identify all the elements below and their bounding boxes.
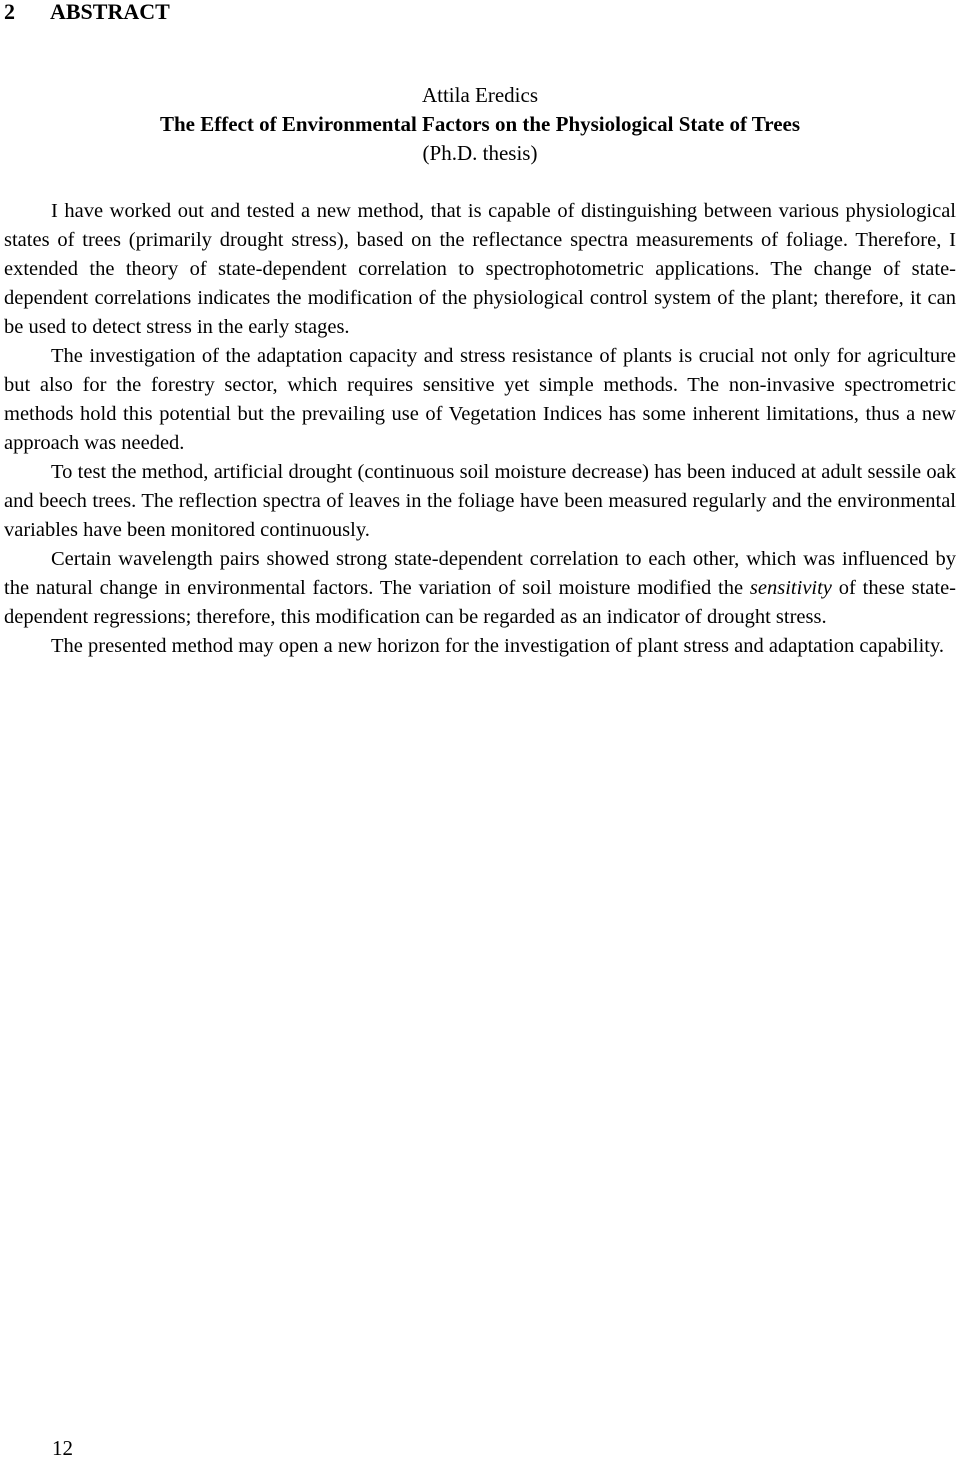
abstract-paragraph-2: The investigation of the adaptation capacity and stress resistance of plants is crucial not only for agriculture but also for the forestry sector, which requires sensitive yet simple methods. The non-invasive spectrometric methods hold this potential but the prevailing use of Vegetation Indices has some inherent limitations, thus a new approach was needed. — [4, 345, 956, 454]
degree-label: (Ph.D. thesis) — [422, 141, 538, 165]
abstract-body — [4, 197, 956, 661]
abstract-paragraph-5: The presented method may open a new horizon for the investigation of plant stress and adaptation capability. — [51, 635, 945, 657]
section-number: 2 — [4, 0, 15, 24]
author-name: Attila Eredics — [421, 83, 539, 107]
section-title: ABSTRACT — [50, 0, 170, 24]
abstract-paragraph-4 — [4, 545, 956, 632]
sensitivity-emphasis: sensitivity — [749, 577, 832, 599]
thesis-header — [0, 81, 960, 168]
page-number: 12 — [52, 1436, 73, 1460]
abstract-paragraph-1: I have worked out and tested a new method, that is capable of distinguishing between various physiological states of trees (primarily drought stress), based on the reflectance spectra measurements of foliage. Therefore, I extended the theory of state-dependent correlation to spectrophotometric applications. The change of state-dependent correlations indicates the modification of the physiological control system of the plant; therefore, it can be used to detect stress in the early stages. — [4, 200, 956, 338]
paragraph-4-text-before: Certain wavelength pairs showed strong state-dependent correlation to each other, which was influenced by the natural change in environmental factors. The variation of soil moisture modified the — [4, 548, 956, 599]
section-heading — [4, 0, 170, 26]
thesis-title: The Effect of Environmental Factors on the Physiological State of Trees — [159, 112, 801, 136]
abstract-paragraph-3: To test the method, artificial drought (continuous soil moisture decrease) has been induced at adult sessile oak and beech trees. The reflection spectra of leaves in the foliage have been measured regularly and the environmental variables have been monitored continuously. — [4, 461, 956, 541]
paragraph-4-text-after: of these state-dependent regressions; therefore, this modification can be regarded as an indicator of drought stress. — [4, 577, 956, 628]
